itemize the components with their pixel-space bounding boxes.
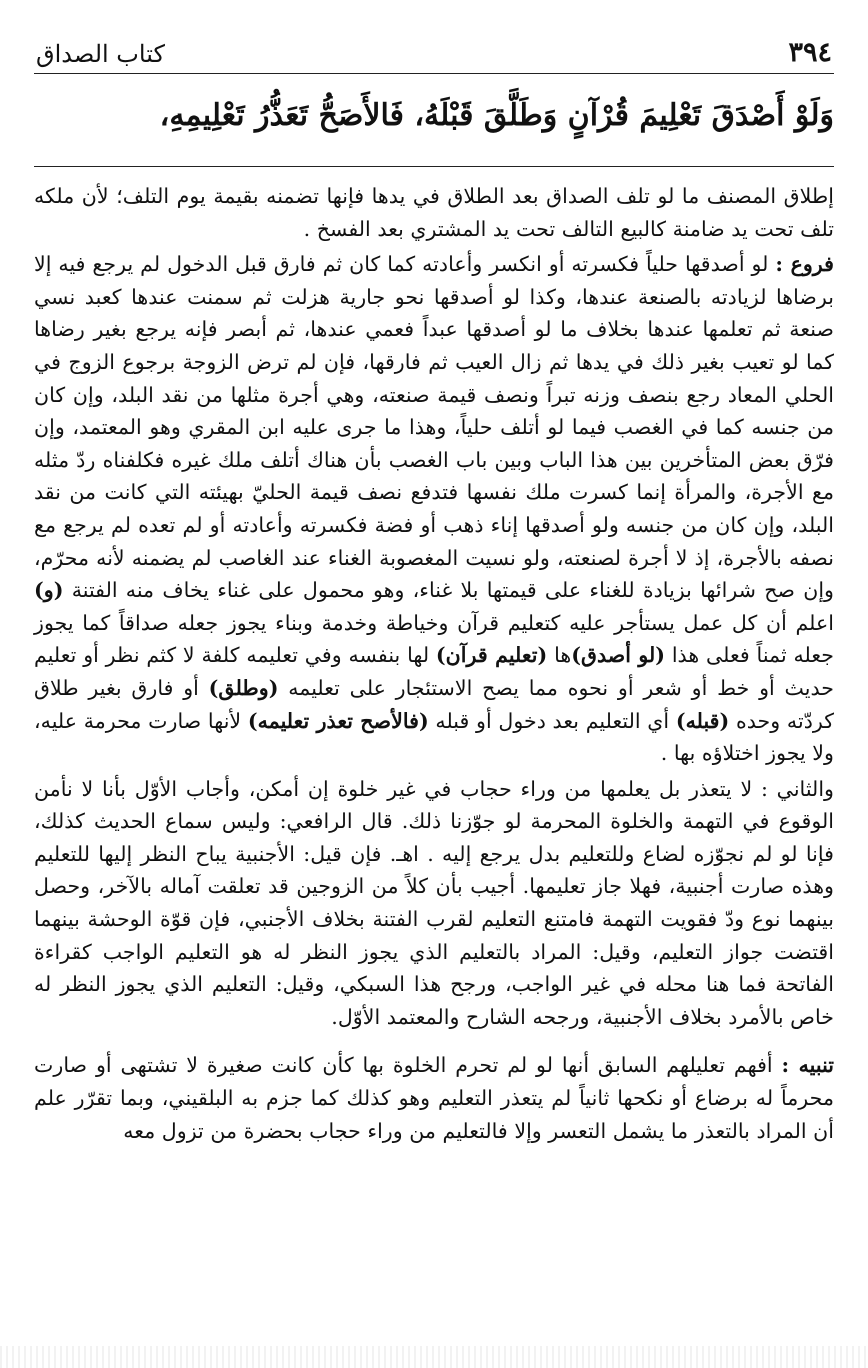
commentary-text: لها بنفسه وفي تعليمه كلفة لا كثم نظر أو تعليم حديث أو خط أو شعر أو نحوه مما يصح الاستئجار على تعليمه	[34, 643, 835, 700]
matn-reference: (وطلق)	[208, 675, 279, 700]
commentary-text: لأنها صارت محرمة عليه، ولا يجوز اختلاؤه بها .	[34, 708, 834, 766]
commentary	[34, 180, 834, 1147]
page-header	[36, 28, 832, 68]
commentary-text: أي التعليم بعد دخول أو قبله	[435, 708, 670, 733]
commentary-text: اعلم أن كل عمل يستأجر عليه كتعليم قرآن وخياطة وخدمة وبناء يجوز جعله صداقاً كما يجوز جعله ثمناً فعلى هذا	[34, 610, 834, 668]
matn-text: وَلَوْ أَصْدَقَ تَعْلِيمَ قُرْآنٍ وَطَلَّقَ قَبْلَهُ، فَالأَصَحُّ تَعَذُّرُ تَعْلِيمِهِ،	[159, 98, 834, 133]
page-number: ٣٩٤	[788, 37, 832, 68]
commentary-text: ها	[554, 643, 572, 668]
matn-reference: (فالأصح تعذر تعليمه)	[247, 708, 429, 733]
commentary-paragraph-2	[34, 248, 834, 770]
matn-reference: (تعليم قرآن)	[435, 643, 548, 668]
commentary-paragraph-4	[34, 1049, 834, 1147]
matn-reference: (لو أصدق)	[571, 643, 666, 668]
scan-noise-edge	[0, 1346, 868, 1368]
commentary-paragraph-1: إطلاق المصنف ما لو تلف الصداق بعد الطلاق في يدها فإنها تضمنه بقيمة يوم التلف؛ لأن ملكه تلف تحت يد ضامنة كالبيع التالف تحت يد المشتري بعد الفسخ .	[34, 184, 834, 241]
header-divider	[34, 73, 834, 74]
commentary-text: أو فارق بغير طلاق كردّته وحده	[34, 675, 835, 733]
commentary-text: أفهم تعليلهم السابق أنها لو لم تحرم الخلوة بها كأن كانت صغيرة لا تشتهى أو صارت محرماً له برضاع أو نكحها ثانياً لم يتعذر التعليم وهو كذلك كما جزم به البلقيني، وبما تقرّر علم أن المراد بالتعذر ما يشمل التعسر وإلا فالتعليم من وراء حجاب بحضرة من تزول معه	[34, 1053, 834, 1143]
running-title: كتاب الصداق	[36, 40, 165, 68]
section-label-tanbih: تنبيه :	[781, 1053, 835, 1078]
matn-reference: (قبله)	[675, 708, 730, 733]
matn-divider	[34, 166, 834, 167]
commentary-paragraph-3: والثاني : لا يتعذر بل يعلمها من وراء حجاب في غير خلوة إن أمكن، وأجاب الأوّل بأنا لا نأمن الوقوع في التهمة والخلوة المحرمة لو جوّزنا ذلك. قال الرافعي: وليس سماع الحديث كذلك، فإنا لو لم نجوّزه لضاع وللتعليم بدل يرجع إليه . اهـ. فإن قيل: الأجنبية يباح النظر إليها للتعليم وهذه صارت أجنبية، فهلا جاز تعليمها. أجيب بأن كلاً من الزوجين قد تعلقت آماله بالآخر، وحصل بينهما نوع ودّ فقويت التهمة فامتنع التعليم لقرب الفتنة بخلاف الأجنبي، فإن قوّة الوحشة بينهما اقتضت جواز التعليم، وقيل: المراد بالتعليم الذي يجوز النظر له هو التعليم الواجب كقراءة الفاتحة فما هنا محله في غير الواجب، ورجح هذا السبكي، وقيل: التعليم الذي يجوز النظر له خاص بالأمرد بخلاف الأجنبية، ورجحه الشارح والمعتمد الأوّل.	[34, 776, 834, 1029]
matn-reference: (و)	[34, 578, 64, 603]
section-label-furu: فروع :	[775, 252, 835, 277]
commentary-text: لو أصدقها حلياً فكسرته أو انكسر وأعادته كما كان ثم فارق قبل الدخول لم يرجع فيه إلا برضاها لزيادته بالصنعة عندها، وكذا لو أصدقها نحو جارية هزلت ثم سمنت عندها كعبد نسي صنعة ثم تعلمها عندها بخلاف ما لو أصدقها عبداً فعمي عندها، ثم أبصر فإنه يرجع بغير رضاها كما لو تعيب بغير ذلك في يدها ثم زال العيب ثم فارقها، فإن لم ترض الزوجة برجوع الزوج في الحلي المعاد رجع بنصف وزنه تبراً ونصف قيمة صنعته، وهي أجرة مثلها من نقد البلد، وإن كان من جنسه كما في الغصب فيما لو أتلف حلياً، وهذا ما جرى عليه ابن المقري وهو المعتمد، وإن فرّق بعض المتأخرين بين هذا الباب وبين باب الغصب بأن هناك أتلف ملك غيره فكلفناه ردّ مثله مع الأجرة، والمرأة إنما كسرت ملك نفسها فتدفع نصف قيمة الحليّ بهيئته التي كانت من نقد البلد، وإن كان من جنسه ولو أصدقها إناء ذهب أو فضة فكسرته وأعادته أو لم تعده لم يرجع مع نصفه بالأجرة، إذ لا أجرة لصنعته، ولو نسيت المغصوبة الغناء عند الغاصب لم يضمنه لأنه محرّم، وإن صح شرائها بزيادة للغناء على قيمتها بلا غناء، وهو محمول على غناء يخاف منه الفتنة	[34, 252, 835, 603]
